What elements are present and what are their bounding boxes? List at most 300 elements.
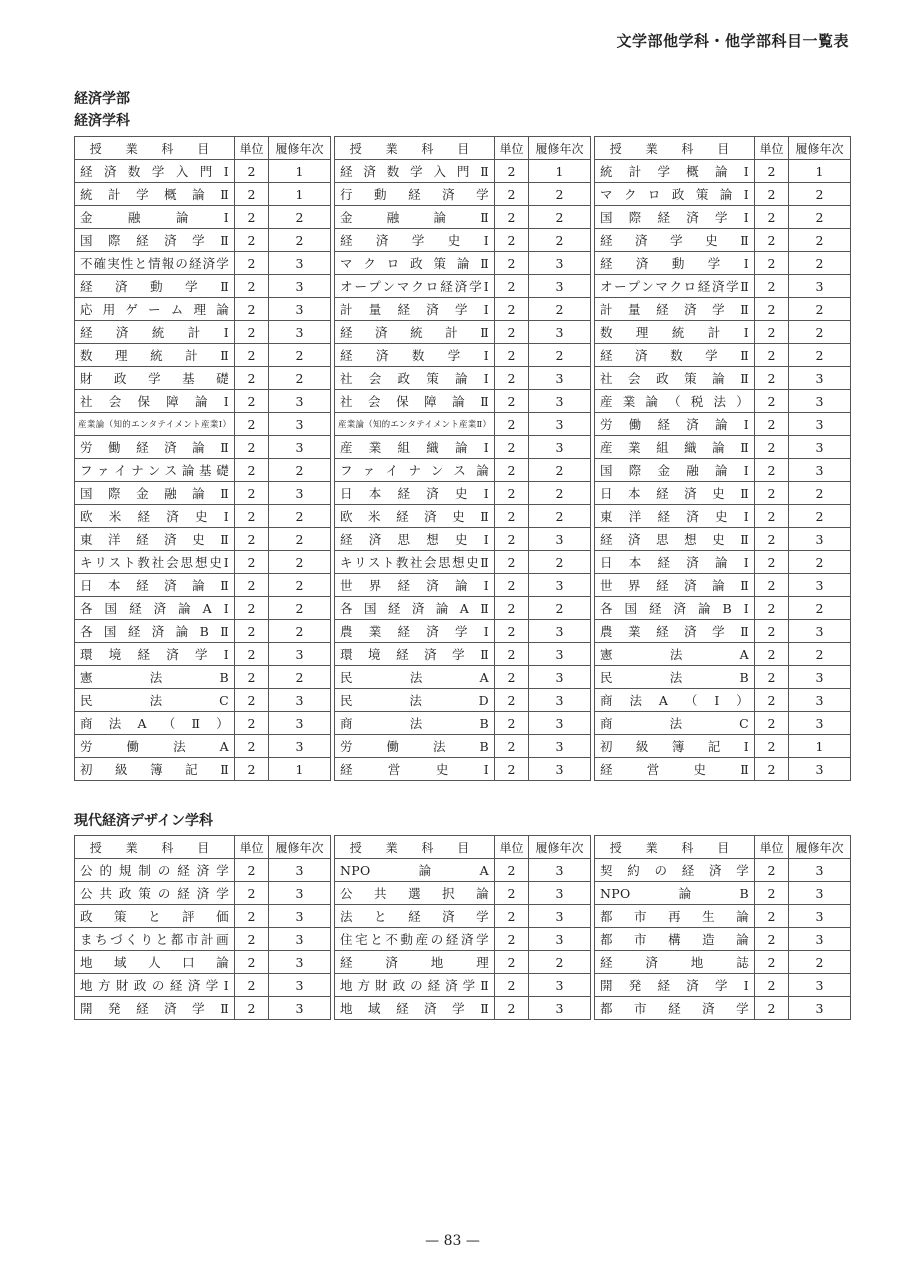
year-cell: 3 <box>529 413 591 436</box>
credits-cell: 2 <box>495 974 529 997</box>
subject-cell: 民法C <box>75 689 235 712</box>
subject-cell: 公的規制の経済学 <box>75 859 235 882</box>
subject-cell: 初級簿記Ⅰ <box>595 735 755 758</box>
credits-cell: 2 <box>235 528 269 551</box>
subject-cell: NPO論B <box>595 882 755 905</box>
year-cell: 2 <box>789 206 851 229</box>
credits-cell: 2 <box>755 758 789 781</box>
year-cell: 3 <box>529 905 591 928</box>
subject-cell: 憲法B <box>75 666 235 689</box>
table-row <box>75 974 851 997</box>
year-cell: 2 <box>529 298 591 321</box>
column-header-credits: 単位 <box>495 836 529 859</box>
subject-cell: 商法C <box>595 712 755 735</box>
credits-cell: 2 <box>755 574 789 597</box>
credits-cell: 2 <box>235 229 269 252</box>
credits-cell: 2 <box>755 551 789 574</box>
credits-cell: 2 <box>495 482 529 505</box>
year-cell: 2 <box>529 551 591 574</box>
year-cell: 3 <box>269 974 331 997</box>
column-header-subject: 授 業 科 目 <box>75 836 235 859</box>
year-cell: 3 <box>269 413 331 436</box>
year-cell: 1 <box>269 758 331 781</box>
credits-cell: 2 <box>495 344 529 367</box>
year-cell: 3 <box>529 712 591 735</box>
faculty-heading: 経済学部 <box>74 91 130 107</box>
credits-cell: 2 <box>755 712 789 735</box>
table-row <box>75 252 851 275</box>
year-cell: 3 <box>529 666 591 689</box>
year-cell: 1 <box>529 160 591 183</box>
subject-cell: 労働法A <box>75 735 235 758</box>
year-cell: 2 <box>789 344 851 367</box>
credits-cell: 2 <box>495 597 529 620</box>
credits-cell: 2 <box>235 482 269 505</box>
year-cell: 2 <box>269 666 331 689</box>
column-header-credits: 単位 <box>755 137 789 160</box>
credits-cell: 2 <box>495 367 529 390</box>
table-row <box>75 413 851 436</box>
credits-cell: 2 <box>235 643 269 666</box>
credits-cell: 2 <box>235 905 269 928</box>
credits-cell: 2 <box>235 160 269 183</box>
credits-cell: 2 <box>235 436 269 459</box>
credits-cell: 2 <box>495 321 529 344</box>
subject-cell: 各国経済論BⅠ <box>595 597 755 620</box>
page-header-title: 文学部他学科・他学部科目一覧表 <box>616 32 849 50</box>
credits-cell: 2 <box>235 882 269 905</box>
year-cell: 3 <box>269 321 331 344</box>
credits-cell: 2 <box>755 735 789 758</box>
subject-cell: 不確実性と情報の経済学 <box>75 252 235 275</box>
year-cell: 1 <box>789 160 851 183</box>
table-row <box>75 459 851 482</box>
year-cell: 2 <box>789 252 851 275</box>
table-row <box>75 928 851 951</box>
subject-cell: キリスト教社会思想史Ⅰ <box>75 551 235 574</box>
subject-cell: 各国経済論AⅠ <box>75 597 235 620</box>
table-row <box>75 183 851 206</box>
year-cell: 2 <box>269 574 331 597</box>
subject-cell: 憲法A <box>595 643 755 666</box>
page-number: — 83 — <box>425 1233 480 1249</box>
table-row <box>75 551 851 574</box>
subject-cell: 計量経済学Ⅰ <box>335 298 495 321</box>
table-row <box>75 997 851 1020</box>
year-cell: 3 <box>269 859 331 882</box>
credits-cell: 2 <box>495 551 529 574</box>
subject-cell: 都市再生論 <box>595 905 755 928</box>
credits-cell: 2 <box>235 951 269 974</box>
year-cell: 3 <box>269 928 331 951</box>
year-cell: 3 <box>789 689 851 712</box>
credits-cell: 2 <box>755 882 789 905</box>
subject-cell: 商法A（Ⅰ） <box>595 689 755 712</box>
subject-cell: 日本経済史Ⅱ <box>595 482 755 505</box>
table-row <box>75 620 851 643</box>
credits-cell: 2 <box>235 505 269 528</box>
subject-cell: 経済統計Ⅱ <box>335 321 495 344</box>
subject-cell: 環境経済学Ⅱ <box>335 643 495 666</box>
year-cell: 3 <box>269 882 331 905</box>
subject-cell: まちづくりと都市計画 <box>75 928 235 951</box>
credits-cell: 2 <box>755 528 789 551</box>
subject-cell: 世界経済論Ⅱ <box>595 574 755 597</box>
table-row <box>75 758 851 781</box>
credits-cell: 2 <box>755 160 789 183</box>
credits-cell: 2 <box>235 758 269 781</box>
subject-cell: 国際金融論Ⅰ <box>595 459 755 482</box>
column-header-subject: 授 業 科 目 <box>335 836 495 859</box>
credits-cell: 2 <box>755 206 789 229</box>
year-cell: 3 <box>529 689 591 712</box>
subject-cell: 各国経済論BⅡ <box>75 620 235 643</box>
year-cell: 3 <box>269 275 331 298</box>
credits-cell: 2 <box>755 597 789 620</box>
subject-cell: 日本経済史Ⅰ <box>335 482 495 505</box>
subject-cell: 経済動学Ⅱ <box>75 275 235 298</box>
subject-cell: 経済思想史Ⅰ <box>335 528 495 551</box>
credits-cell: 2 <box>495 206 529 229</box>
subject-cell: 公共政策の経済学 <box>75 882 235 905</box>
credits-cell: 2 <box>235 666 269 689</box>
credits-cell: 2 <box>755 252 789 275</box>
column-header-subject: 授 業 科 目 <box>595 137 755 160</box>
year-cell: 3 <box>269 735 331 758</box>
subject-cell: 計量経済学Ⅱ <box>595 298 755 321</box>
credits-cell: 2 <box>235 928 269 951</box>
year-cell: 2 <box>789 482 851 505</box>
year-cell: 3 <box>269 905 331 928</box>
subject-cell: 応用ゲーム理論 <box>75 298 235 321</box>
year-cell: 3 <box>529 390 591 413</box>
table-row <box>75 882 851 905</box>
year-cell: 2 <box>269 206 331 229</box>
credits-cell: 2 <box>235 390 269 413</box>
year-cell: 3 <box>789 436 851 459</box>
year-cell: 2 <box>529 183 591 206</box>
year-cell: 2 <box>529 459 591 482</box>
column-header-subject: 授 業 科 目 <box>335 137 495 160</box>
credits-cell: 2 <box>235 735 269 758</box>
table-row <box>75 160 851 183</box>
credits-cell: 2 <box>755 974 789 997</box>
subject-cell: 国際経済学Ⅱ <box>75 229 235 252</box>
credits-cell: 2 <box>235 183 269 206</box>
table-row <box>75 574 851 597</box>
subject-cell: 欧米経済史Ⅱ <box>335 505 495 528</box>
column-header-credits: 単位 <box>235 836 269 859</box>
credits-cell: 2 <box>235 689 269 712</box>
table-row <box>75 712 851 735</box>
year-cell: 3 <box>789 758 851 781</box>
subject-cell: 労働法B <box>335 735 495 758</box>
year-cell: 2 <box>789 321 851 344</box>
subject-cell: 経済地理 <box>335 951 495 974</box>
table-row <box>75 206 851 229</box>
subject-cell: 環境経済学Ⅰ <box>75 643 235 666</box>
year-cell: 3 <box>529 758 591 781</box>
table-row <box>75 275 851 298</box>
year-cell: 2 <box>269 367 331 390</box>
year-cell: 2 <box>529 229 591 252</box>
table-row <box>75 390 851 413</box>
year-cell: 2 <box>269 459 331 482</box>
subject-cell: キリスト教社会思想史Ⅱ <box>335 551 495 574</box>
year-cell: 3 <box>529 859 591 882</box>
credits-cell: 2 <box>755 298 789 321</box>
credits-cell: 2 <box>235 620 269 643</box>
credits-cell: 2 <box>495 735 529 758</box>
table-row <box>75 367 851 390</box>
subject-cell: 日本経済論Ⅰ <box>595 551 755 574</box>
course-grid <box>74 835 851 1020</box>
credits-cell: 2 <box>235 298 269 321</box>
credits-cell: 2 <box>755 413 789 436</box>
year-cell: 3 <box>789 459 851 482</box>
table-row <box>75 528 851 551</box>
subject-cell: 経済数学Ⅱ <box>595 344 755 367</box>
credits-cell: 2 <box>235 321 269 344</box>
credits-cell: 2 <box>755 505 789 528</box>
credits-cell: 2 <box>495 459 529 482</box>
subject-cell: マクロ政策論Ⅰ <box>595 183 755 206</box>
credits-cell: 2 <box>495 997 529 1020</box>
column-header-credits: 単位 <box>235 137 269 160</box>
year-cell: 1 <box>269 160 331 183</box>
column-header-year: 履修年次 <box>789 137 851 160</box>
year-cell: 2 <box>269 505 331 528</box>
year-cell: 3 <box>529 367 591 390</box>
credits-cell: 2 <box>755 905 789 928</box>
year-cell: 3 <box>529 528 591 551</box>
year-cell: 2 <box>529 206 591 229</box>
year-cell: 3 <box>529 643 591 666</box>
credits-cell: 2 <box>495 859 529 882</box>
table-row <box>75 436 851 459</box>
credits-cell: 2 <box>755 666 789 689</box>
credits-cell: 2 <box>755 390 789 413</box>
year-cell: 2 <box>529 482 591 505</box>
subject-cell: 住宅と不動産の経済学 <box>335 928 495 951</box>
credits-cell: 2 <box>495 574 529 597</box>
table-row <box>75 597 851 620</box>
subject-cell: 経済数学Ⅰ <box>335 344 495 367</box>
credits-cell: 2 <box>235 252 269 275</box>
year-cell: 2 <box>269 551 331 574</box>
table-row <box>75 951 851 974</box>
subject-cell: オープンマクロ経済学Ⅱ <box>595 275 755 298</box>
year-cell: 3 <box>269 643 331 666</box>
column-header-year: 履修年次 <box>529 137 591 160</box>
credits-cell: 2 <box>755 275 789 298</box>
year-cell: 2 <box>789 229 851 252</box>
credits-cell: 2 <box>755 183 789 206</box>
column-header-credits: 単位 <box>755 836 789 859</box>
table-row <box>75 321 851 344</box>
credits-cell: 2 <box>495 436 529 459</box>
subject-cell: 経営史Ⅱ <box>595 758 755 781</box>
table-row <box>75 905 851 928</box>
credits-cell: 2 <box>235 712 269 735</box>
credits-cell: 2 <box>235 367 269 390</box>
year-cell: 3 <box>529 735 591 758</box>
year-cell: 2 <box>789 298 851 321</box>
subject-cell: 地方財政の経済学Ⅱ <box>335 974 495 997</box>
column-header-year: 履修年次 <box>789 836 851 859</box>
credits-cell: 2 <box>495 275 529 298</box>
credits-cell: 2 <box>755 229 789 252</box>
department-heading-economics: 経済学科 <box>74 113 130 129</box>
subject-cell: 経済思想史Ⅱ <box>595 528 755 551</box>
department-heading-modern-economic-design: 現代経済デザイン学科 <box>74 813 214 829</box>
year-cell: 3 <box>529 321 591 344</box>
credits-cell: 2 <box>755 859 789 882</box>
subject-cell: 社会保障論Ⅰ <box>75 390 235 413</box>
year-cell: 2 <box>269 620 331 643</box>
credits-cell: 2 <box>495 298 529 321</box>
subject-cell: 法と経済学 <box>335 905 495 928</box>
subject-cell: 金融論Ⅱ <box>335 206 495 229</box>
credits-cell: 2 <box>755 997 789 1020</box>
subject-cell: 国際経済学Ⅰ <box>595 206 755 229</box>
credits-cell: 2 <box>235 574 269 597</box>
credits-cell: 2 <box>755 344 789 367</box>
year-cell: 1 <box>789 735 851 758</box>
subject-cell: 経済動学Ⅰ <box>595 252 755 275</box>
credits-cell: 2 <box>755 620 789 643</box>
year-cell: 2 <box>269 528 331 551</box>
credits-cell: 2 <box>495 928 529 951</box>
year-cell: 2 <box>789 551 851 574</box>
year-cell: 3 <box>789 528 851 551</box>
subject-cell: 地域人口論 <box>75 951 235 974</box>
subject-cell: 産業組織論Ⅰ <box>335 436 495 459</box>
year-cell: 3 <box>269 390 331 413</box>
credits-cell: 2 <box>755 928 789 951</box>
subject-cell: 労働経済論Ⅱ <box>75 436 235 459</box>
subject-cell: 契約の経済学 <box>595 859 755 882</box>
credits-cell: 2 <box>235 551 269 574</box>
subject-cell: 国際金融論Ⅱ <box>75 482 235 505</box>
column-header-year: 履修年次 <box>269 137 331 160</box>
credits-cell: 2 <box>755 689 789 712</box>
year-cell: 3 <box>529 974 591 997</box>
subject-cell: 都市構造論 <box>595 928 755 951</box>
year-cell: 3 <box>789 275 851 298</box>
credits-cell: 2 <box>755 459 789 482</box>
table-row <box>75 859 851 882</box>
subject-cell: 農業経済学Ⅱ <box>595 620 755 643</box>
column-header-subject: 授 業 科 目 <box>595 836 755 859</box>
subject-cell: 経営史Ⅰ <box>335 758 495 781</box>
year-cell: 3 <box>529 620 591 643</box>
table-row <box>75 229 851 252</box>
subject-cell: 商法A（Ⅱ） <box>75 712 235 735</box>
year-cell: 2 <box>529 505 591 528</box>
subject-cell: 社会保障論Ⅱ <box>335 390 495 413</box>
year-cell: 3 <box>529 928 591 951</box>
year-cell: 3 <box>529 882 591 905</box>
subject-cell: 数理統計Ⅰ <box>595 321 755 344</box>
year-cell: 2 <box>789 505 851 528</box>
year-cell: 3 <box>789 666 851 689</box>
subject-cell: 欧米経済史Ⅰ <box>75 505 235 528</box>
subject-cell: 経済地誌 <box>595 951 755 974</box>
subject-cell: 日本経済論Ⅱ <box>75 574 235 597</box>
table-header-row <box>75 137 851 160</box>
credits-cell: 2 <box>235 206 269 229</box>
credits-cell: 2 <box>495 951 529 974</box>
credits-cell: 2 <box>235 974 269 997</box>
course-table-modern-economic-design <box>74 835 851 1020</box>
column-header-credits: 単位 <box>495 137 529 160</box>
subject-cell: NPO論A <box>335 859 495 882</box>
subject-cell: 財政学基礎 <box>75 367 235 390</box>
course-table-economics <box>74 136 851 781</box>
subject-cell: 初級簿記Ⅱ <box>75 758 235 781</box>
credits-cell: 2 <box>495 620 529 643</box>
subject-cell: 経済数学入門Ⅰ <box>75 160 235 183</box>
year-cell: 2 <box>789 597 851 620</box>
column-header-subject: 授 業 科 目 <box>75 137 235 160</box>
table-row <box>75 666 851 689</box>
subject-cell: 統計学概論Ⅰ <box>595 160 755 183</box>
table-header-row <box>75 836 851 859</box>
column-header-year: 履修年次 <box>529 836 591 859</box>
subject-cell: 都市経済学 <box>595 997 755 1020</box>
year-cell: 3 <box>269 689 331 712</box>
year-cell: 3 <box>789 882 851 905</box>
subject-cell: 東洋経済史Ⅰ <box>595 505 755 528</box>
subject-cell: 経済学史Ⅱ <box>595 229 755 252</box>
year-cell: 3 <box>269 298 331 321</box>
credits-cell: 2 <box>235 344 269 367</box>
credits-cell: 2 <box>235 275 269 298</box>
subject-cell: 世界経済論Ⅰ <box>335 574 495 597</box>
subject-cell: 産業論（知的エンタテイメント産業Ⅰ） <box>75 413 235 436</box>
year-cell: 3 <box>529 436 591 459</box>
year-cell: 3 <box>789 974 851 997</box>
table-row <box>75 735 851 758</box>
table-row <box>75 298 851 321</box>
credits-cell: 2 <box>495 643 529 666</box>
subject-cell: 農業経済学Ⅰ <box>335 620 495 643</box>
subject-cell: 産業組織論Ⅱ <box>595 436 755 459</box>
year-cell: 3 <box>529 997 591 1020</box>
table-row <box>75 344 851 367</box>
year-cell: 2 <box>529 597 591 620</box>
subject-cell: 労働経済論Ⅰ <box>595 413 755 436</box>
year-cell: 2 <box>529 344 591 367</box>
subject-cell: 民法B <box>595 666 755 689</box>
table-row <box>75 482 851 505</box>
credits-cell: 2 <box>495 666 529 689</box>
subject-cell: 公共選択論 <box>335 882 495 905</box>
credits-cell: 2 <box>235 859 269 882</box>
credits-cell: 2 <box>495 528 529 551</box>
subject-cell: 経済学史Ⅰ <box>335 229 495 252</box>
year-cell: 1 <box>269 183 331 206</box>
subject-cell: 商法B <box>335 712 495 735</box>
year-cell: 3 <box>269 951 331 974</box>
column-header-year: 履修年次 <box>269 836 331 859</box>
credits-cell: 2 <box>755 436 789 459</box>
credits-cell: 2 <box>495 390 529 413</box>
year-cell: 2 <box>269 229 331 252</box>
year-cell: 3 <box>789 574 851 597</box>
year-cell: 2 <box>529 951 591 974</box>
